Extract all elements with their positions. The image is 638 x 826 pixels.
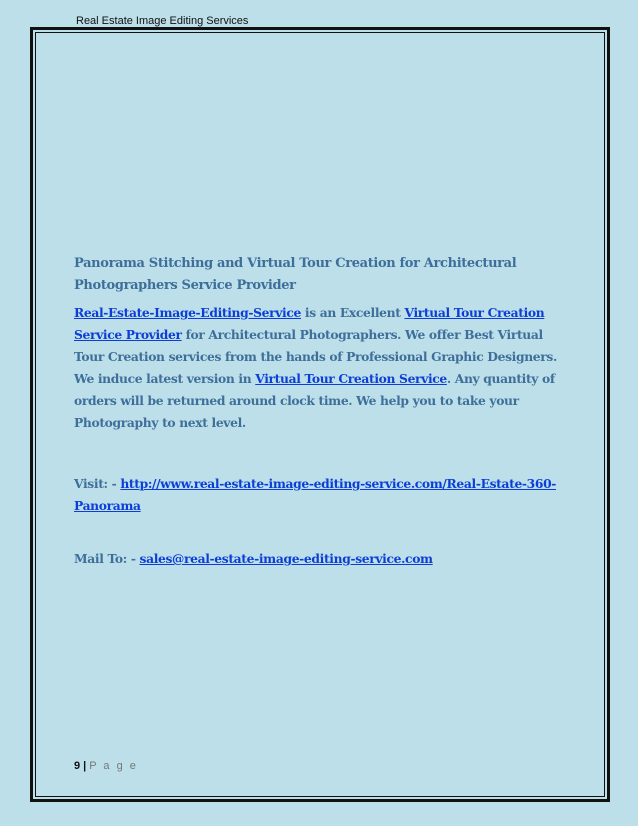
mail-label: Mail To: -	[74, 551, 140, 566]
main-content	[74, 253, 574, 570]
para-text-3: . Any quantity of orders will be returned around clock time. We help you to take your Photography to next level.	[74, 371, 555, 430]
page-number: 9	[74, 760, 81, 772]
mail-line	[74, 548, 574, 570]
virtual-tour-service-link[interactable]: Virtual Tour Creation Service	[255, 371, 447, 386]
description-paragraph	[74, 302, 574, 434]
page-footer	[74, 760, 138, 772]
section-title: Panorama Stitching and Virtual Tour Creation for Architectural Photographers Service Provider	[74, 256, 517, 293]
visit-label: Visit: -	[74, 476, 121, 491]
page-header: Real Estate Image Editing Services	[76, 15, 249, 27]
mail-email-link[interactable]: sales@real-estate-image-editing-service.com	[139, 551, 433, 566]
page-label: P a g e	[89, 760, 138, 772]
visit-line	[74, 473, 574, 517]
para-text-2: for Architectural Photographers. We offer Best Virtual Tour Creation services from the hands of Professional Graphic Designers. We induce latest version in	[74, 327, 557, 386]
visit-url-link[interactable]: http://www.real-estate-image-editing-service.com/Real-Estate-360-Panorama	[74, 476, 557, 513]
company-link[interactable]: Real-Estate-Image-Editing-Service	[74, 305, 301, 320]
para-text-1: is an Excellent	[301, 305, 405, 320]
footer-separator: |	[83, 760, 87, 772]
virtual-tour-provider-link[interactable]: Virtual Tour Creation Service Provider	[74, 305, 545, 342]
